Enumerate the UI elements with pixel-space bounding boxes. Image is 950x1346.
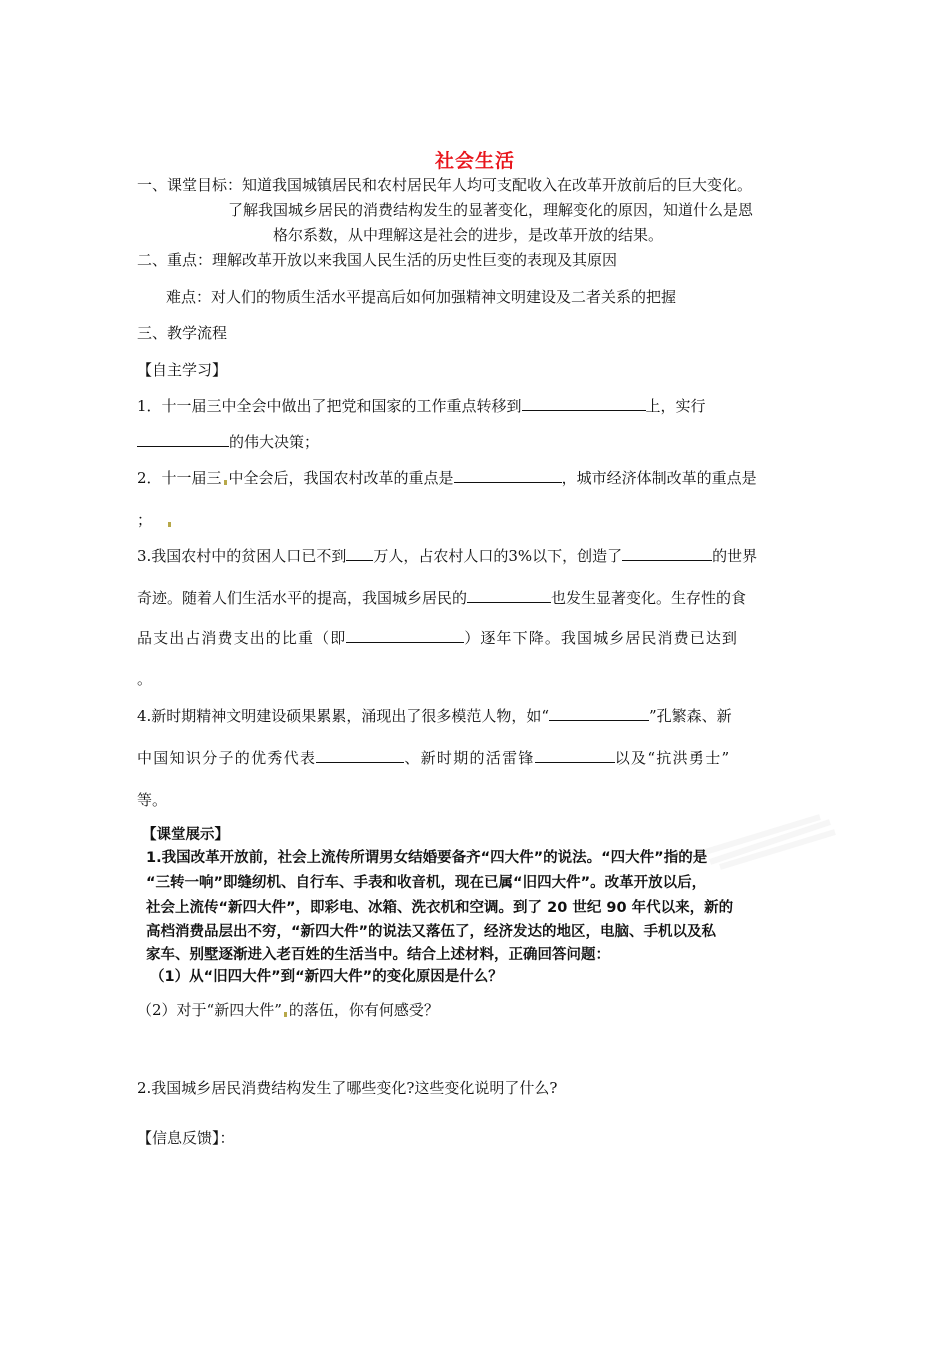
fill-blank[interactable] [467, 588, 551, 603]
fill-blank[interactable] [622, 546, 712, 561]
fill-blank[interactable] [137, 432, 229, 447]
dot-mark [284, 1012, 287, 1017]
classroom-question-2: （2）对于“新四大件” 的落伍，你有何感受？ [137, 1001, 439, 1019]
objectives-line-3: 格尔系数，从中理解这是社会的进步，是改革开放的结果。 [273, 226, 664, 244]
objectives-label: 一、课堂目标： [137, 176, 243, 194]
question-4-line-2: 中国知识分子的优秀代表 、新时期的活雷锋 以及“抗洪勇士” [137, 749, 731, 767]
question-3-line-3: 品支出占消费支出的比重（即 ）逐年下降。我国城乡居民消费已达到 [137, 629, 739, 647]
question-3-line-2: 奇迹。随着人们生活水平的提高，我国城乡居民的 也发生显著变化。生存性的食 [137, 589, 747, 607]
consumption-question: 2.我国城乡居民消费结构发生了哪些变化?这些变化说明了什么? [137, 1079, 558, 1097]
question-3-line-1: 3.我国农村中的贫困人口已不到 万人，占农村人口的3%以下，创造了 的世界 [137, 547, 758, 565]
page-title: 社会生活 [434, 150, 515, 172]
fill-blank[interactable] [549, 706, 649, 721]
classroom-heading: 【课堂展示】 [142, 827, 229, 843]
fill-blank[interactable] [346, 628, 464, 643]
classroom-material-line-4: 高档消费品层出不穷，“新四大件”的说法又落伍了，经济发达的地区，电脑、手机以及私 [146, 924, 717, 940]
classroom-question-1: （1）从“旧四大件”到“新四大件”的变化原因是什么？ [150, 969, 503, 985]
background-scan-mark [700, 812, 840, 872]
objectives-line-2: 了解我国城乡居民的消费结构发生的显著变化，理解变化的原因，知道什么是恩 [228, 201, 754, 219]
classroom-material-line-3: 社会上流传“新四大件”，即彩电、冰箱、洗衣机和空调。到了 20 世纪 90 年代以来，新的 [146, 900, 734, 916]
question-4-line-1: 4.新时期精神文明建设硕果累累，涌现出了很多模范人物，如“ ”孔繁森、新 [137, 707, 732, 725]
question-2-line-1: 2．十一届三 中全会后，我国农村改革的重点是 ，城市经济体制改革的重点是 [137, 469, 757, 487]
difficulty: 难点：对人们的物质生活水平提高后如何加强精神文明建设及二者关系的把握 [166, 288, 677, 306]
classroom-material-line-1: 1.我国改革开放前，社会上流传所谓男女结婚要备齐“四大件”的说法。“四大件”指的是 [146, 850, 708, 866]
fill-blank[interactable] [522, 396, 646, 411]
fill-blank[interactable] [454, 468, 562, 483]
question-3-line-4: 。 [137, 670, 153, 688]
self-study-heading: 【自主学习】 [137, 361, 228, 379]
process-heading: 三、教学流程 [137, 324, 228, 342]
classroom-material-line-2: “三转一响”即缝纫机、自行车、手表和收音机，现在已属“旧四大件”。改革开放以后， [146, 875, 707, 891]
fill-blank[interactable] [316, 748, 404, 763]
feedback-heading: 【信息反馈】： [137, 1129, 235, 1147]
question-1-line-2: 的伟大决策； [137, 432, 319, 452]
fill-blank[interactable] [535, 748, 615, 763]
question-1-line-1: 1．十一届三中全会中做出了把党和国家的工作重点转移到 上，实行 [137, 397, 706, 415]
question-4-line-3: 等。 [137, 791, 168, 809]
key-point: 二、重点：理解改革开放以来我国人民生活的历史性巨变的表现及其原因 [137, 251, 618, 269]
classroom-material-line-5: 家车、别墅逐渐进入老百姓的生活当中。结合上述材料，正确回答问题： [146, 947, 610, 963]
dot-mark [168, 522, 171, 527]
dot-mark [224, 480, 227, 485]
question-2-line-2: ； [137, 510, 173, 530]
objectives-line-1: 一、课堂目标：知道我国城镇居民和农村居民年人均可支配收入在改革开放前后的巨大变化。 [137, 176, 753, 194]
fill-blank[interactable] [346, 546, 373, 561]
